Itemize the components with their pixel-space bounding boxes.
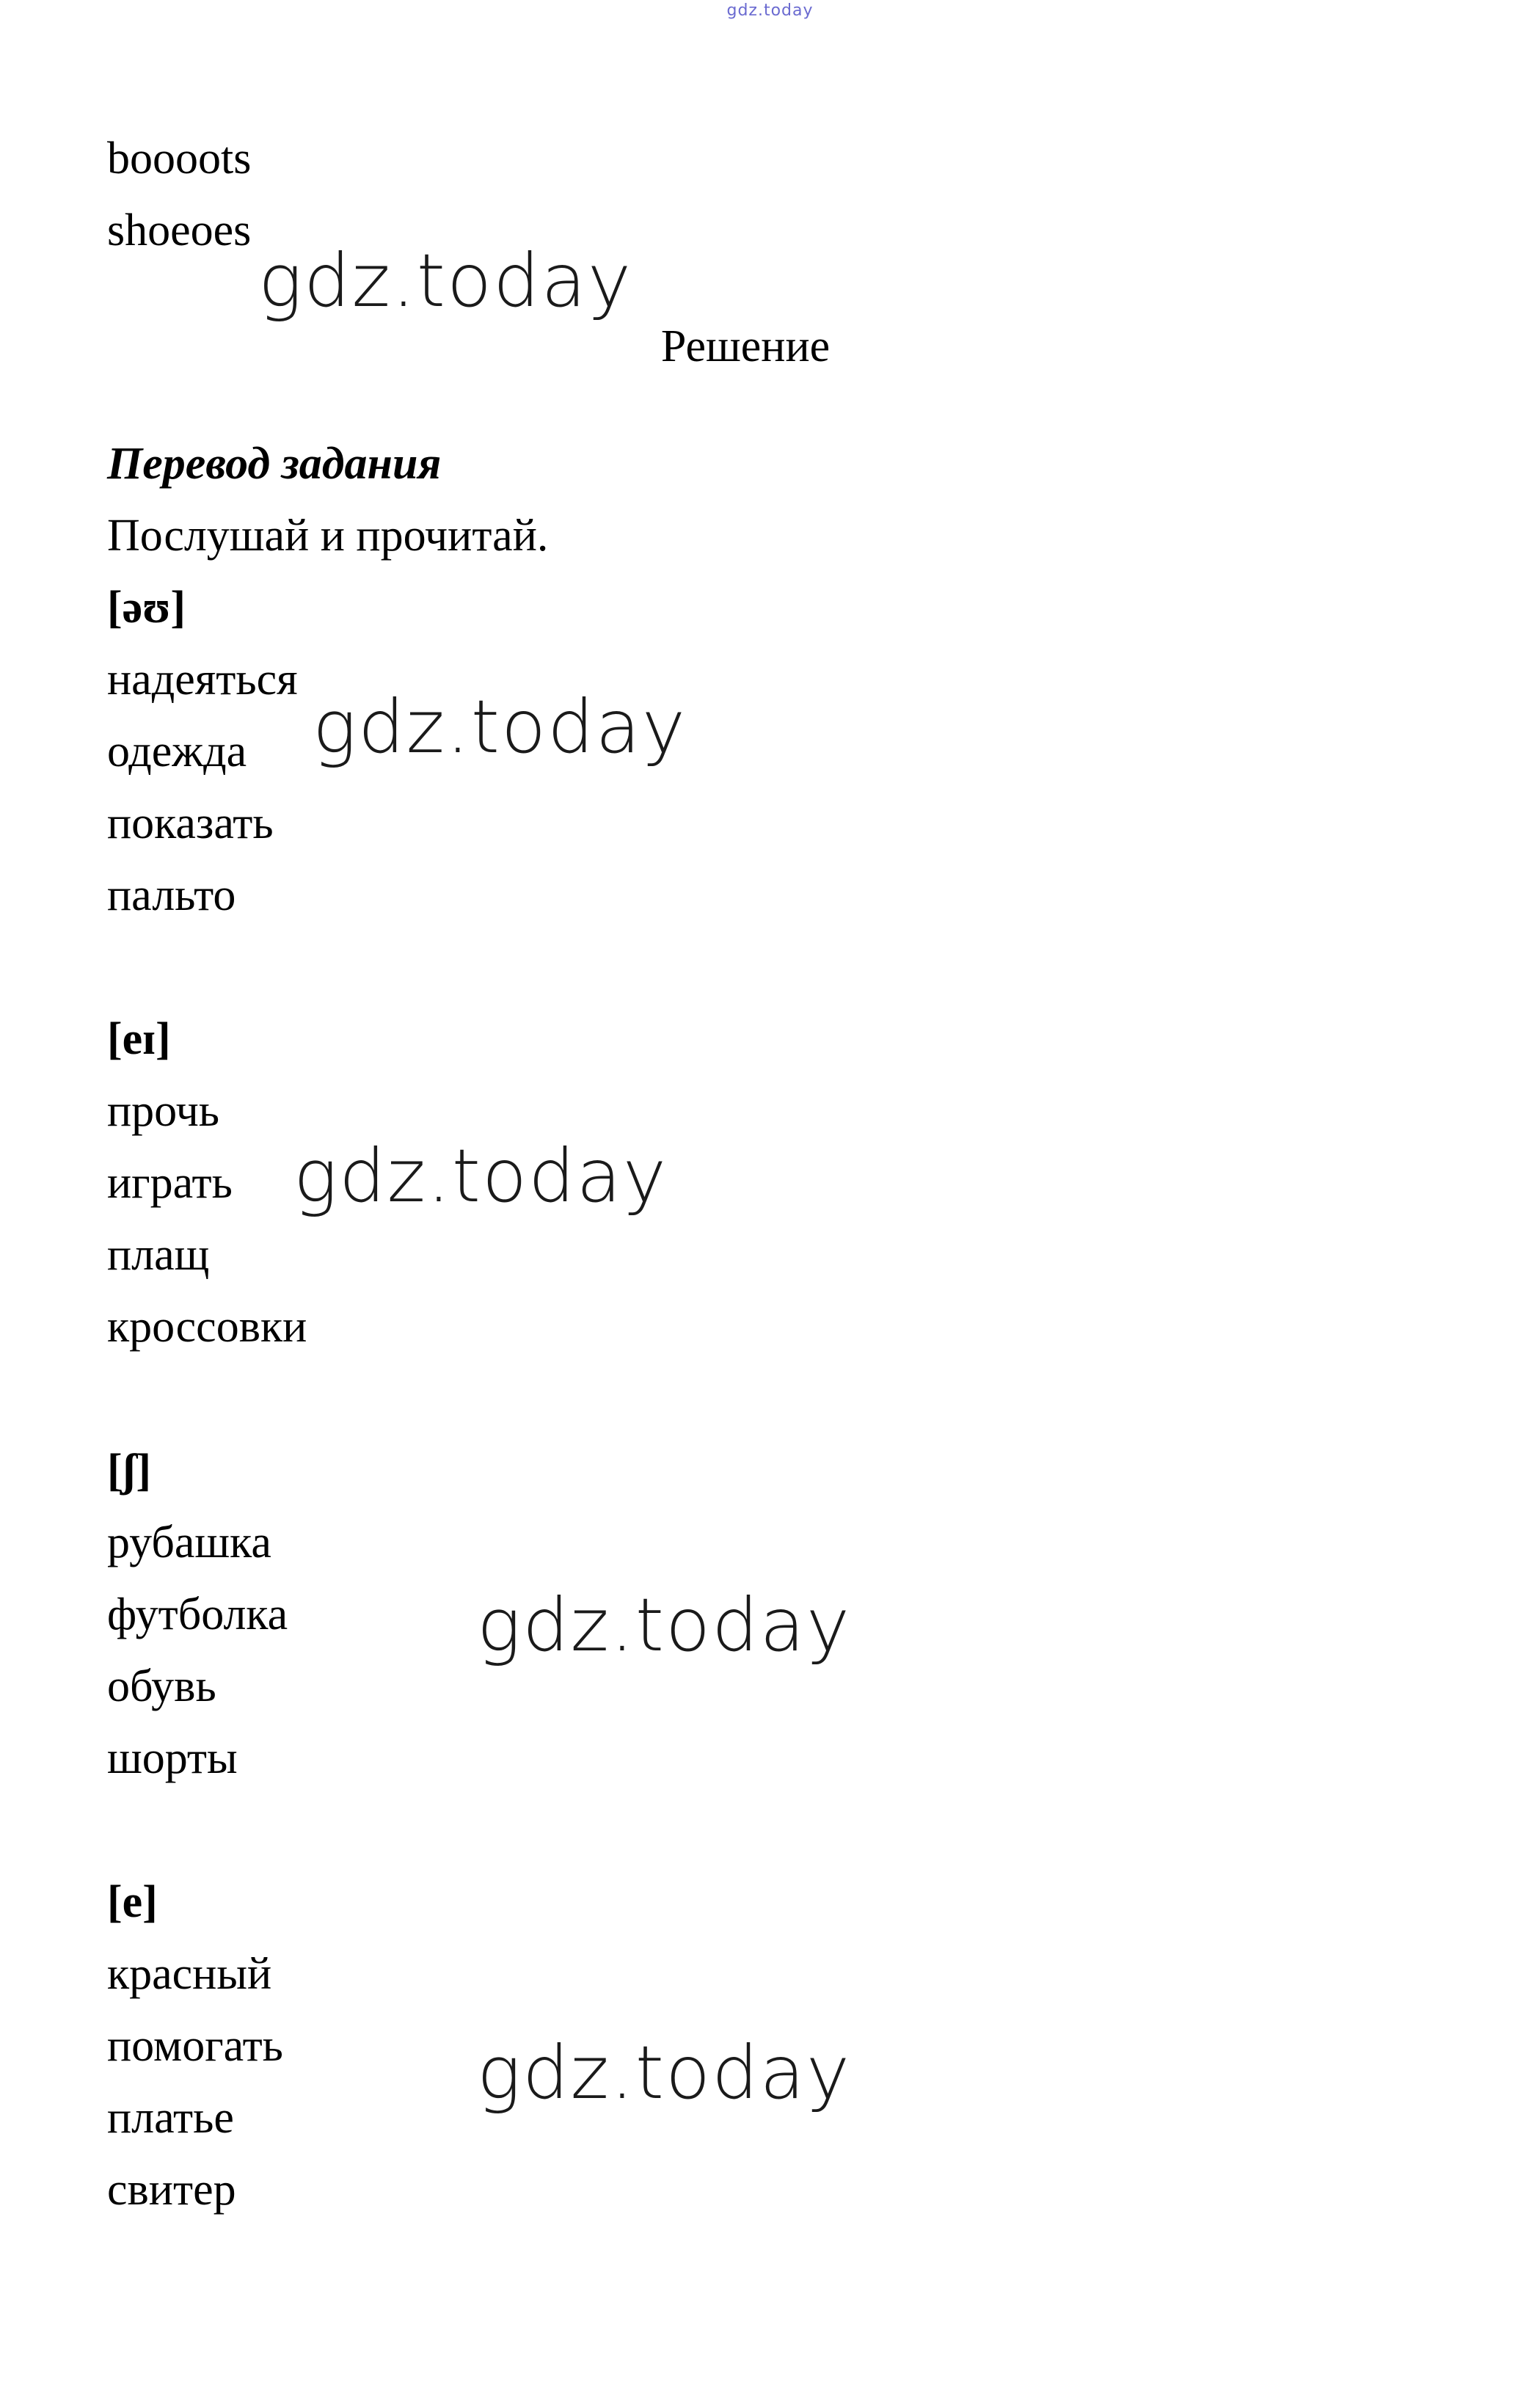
word-line: плащ [107,1230,210,1280]
phonetic-symbol: [eɪ] [107,1014,171,1064]
watermark: gdz.today [313,684,687,770]
word-line: футболка [107,1589,288,1639]
word-line: пальто [107,870,236,920]
word-line: платье [107,2093,234,2143]
watermark: gdz.today [293,1133,668,1219]
word-line: надеяться [107,655,298,704]
word-line: помогать [107,2021,283,2071]
word-line: шорты [107,1733,238,1783]
word-line: свитер [107,2165,236,2215]
word-line: рубашка [107,1518,271,1567]
translation-instruction: Послушай и прочитай. [107,511,549,561]
word-line: shoeoes [107,205,252,255]
phonetic-symbol: [əʊ] [107,583,186,633]
word-line: играть [107,1158,233,1208]
watermark: gdz.today [477,1582,852,1668]
watermark: gdz.today [258,238,633,324]
word-line: красный [107,1949,272,1999]
word-line: обувь [107,1661,216,1711]
word-line: показать [107,798,274,848]
translation-heading: Перевод задания [107,439,442,489]
watermark: gdz.today [477,2030,852,2116]
phonetic-symbol: [e] [107,1877,158,1927]
phonetic-symbol: [ʃ] [107,1446,152,1496]
site-mark: gdz.today [726,1,814,20]
solution-label: Решение [660,321,831,371]
word-line: boooots [107,134,252,183]
word-line: прочь [107,1086,220,1136]
word-line: кроссовки [107,1302,307,1352]
word-line: одежда [107,726,247,776]
